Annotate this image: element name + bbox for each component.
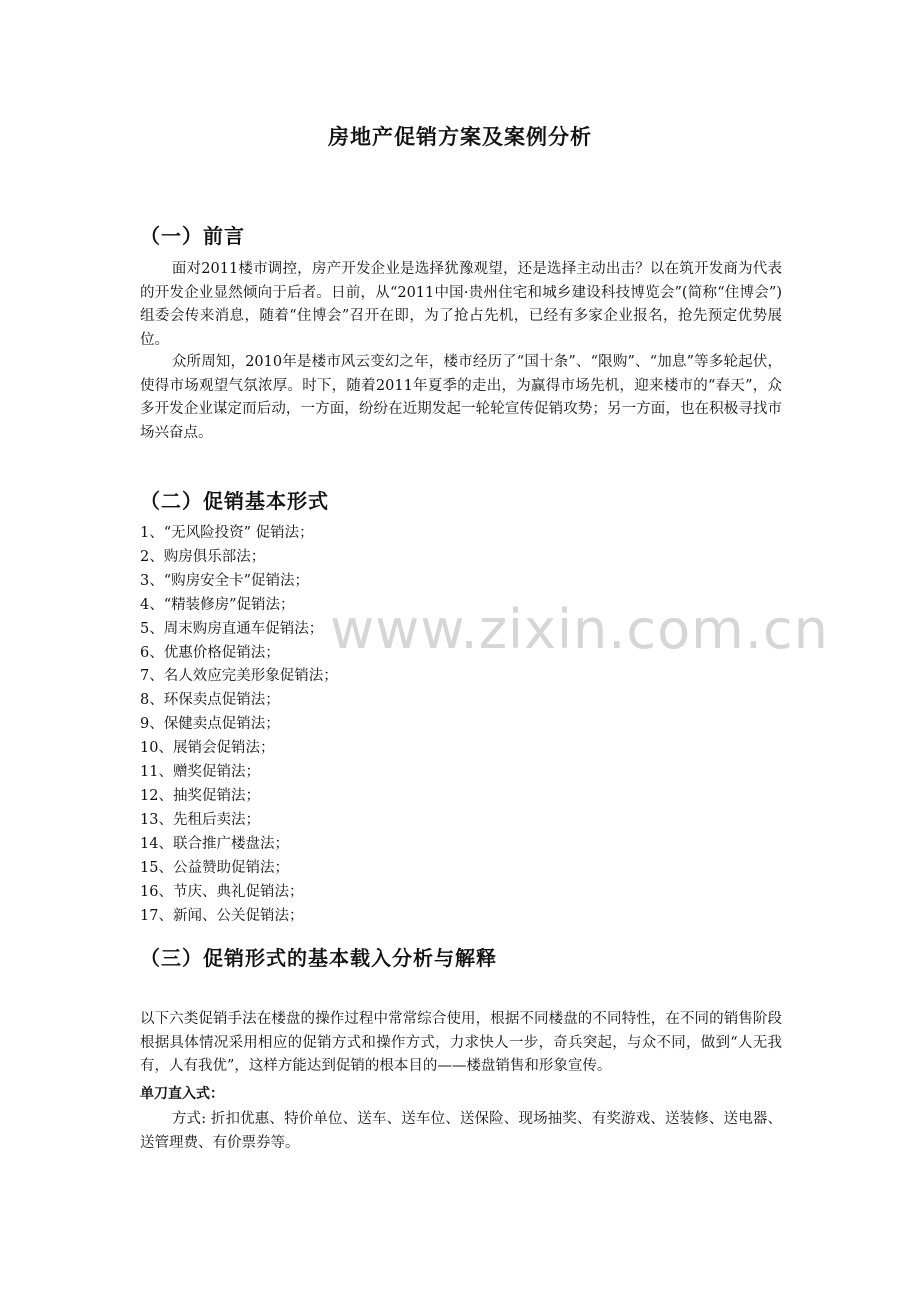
preface-paragraph-1: 面对2011楼市调控，房产开发企业是选择犹豫观望，还是选择主动出击？以在筑开发商为代表的开发企业显然倾向于后者。日前，从“2011中国·贵州住宅和城乡建设科技博览会”(简称“住博会”)组委会传来消息，随着“住博会”召开在即，为了抢占先机，已经有多家企业报名，抢先预定优势展位。 [140,261,782,348]
section-heading-analysis: （三）促销形式的基本载入分析与解释 [140,946,497,970]
preface-paragraph-2: 众所周知，2010年是楼市风云变幻之年，楼市经历了“国十条”、“限购”、“加息”等多轮起伏，使得市场观望气氛浓厚。时下，随着2011年夏季的走出，为赢得市场先机，迎来楼市的“春天”，众多开发企业谋定而后动，一方面，纷纷在近期发起一轮轮宣传促销攻势；另一方面，也在积极寻找市场兴奋点。 [140,354,782,441]
analysis-intro-paragraph: 以下六类促销手法在楼盘的操作过程中常常综合使用，根据不同楼盘的不同特性，在不同的销售阶段根据具体情况采用相应的促销方式和操作方式，力求快人一步，奇兵突起，与众不同，做到“人无我有，人有我优”，这样方能达到促销的根本目的——楼盘销售和形象宣传。 [140,1011,782,1074]
list-item: 8、环保卖点促销法； [140,692,280,709]
promotion-forms-list [140,522,338,928]
document-title: 房地产促销方案及案例分析 [328,125,592,149]
list-item: 1、“无风险投资” 促销法； [140,525,314,541]
list-item: 4、“精装修房”促销法； [140,596,295,613]
list-item: 7、名人效应完美形象促销法； [140,668,338,685]
list-item: 14、联合推广楼盘法； [140,835,289,852]
list-item: 13、先租后卖法； [140,811,260,828]
list-item: 17、新闻、公关促销法； [140,907,304,924]
section-heading-basic-forms: （二）促销基本形式 [140,489,329,513]
list-item: 2、购房俱乐部法； [140,548,266,565]
list-item: 9、保健卖点促销法； [140,716,280,733]
direct-approach-methods: 方式: 折扣优惠、特价单位、送车、送车位、送保险、现场抽奖、有奖游戏、送装修、送电器、送管理费、有价票券等。 [140,1111,782,1151]
list-item: 10、展销会促销法； [140,740,275,757]
watermark: www.zixin.com.cn [330,598,829,661]
list-item: 16、节庆、典礼促销法； [140,883,304,900]
list-item: 3、“购房安全卡”促销法； [140,572,310,589]
list-item: 15、公益赞助促销法； [140,859,289,876]
list-item: 6、优惠价格促销法； [140,644,280,661]
list-item: 5、周末购房直通车促销法； [140,620,324,637]
subheading-direct-approach: 单刀直入式： [140,1086,224,1102]
list-item: 12、抽奖促销法； [140,787,260,804]
section-heading-preface: （一）前言 [140,224,245,248]
list-item: 11、赠奖促销法； [140,764,260,781]
